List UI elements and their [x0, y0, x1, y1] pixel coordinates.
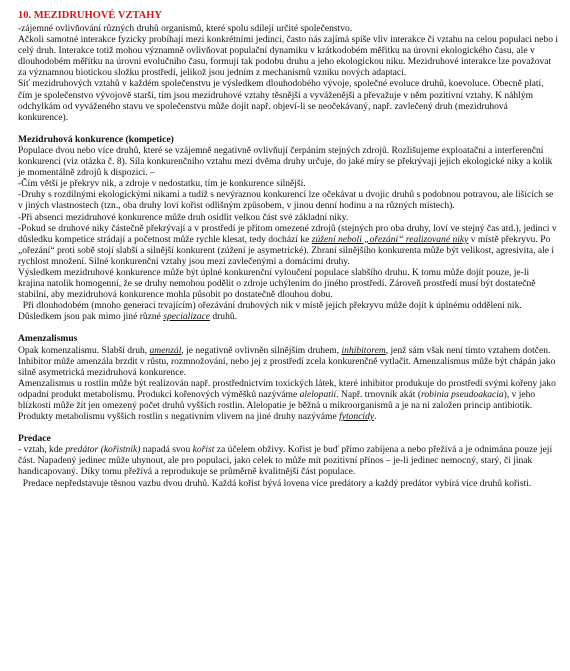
competition-paragraph-separation	[18, 300, 558, 322]
text-run: . Např. trnovník akát (	[336, 388, 422, 400]
text-run: .	[374, 411, 377, 423]
competition-point-partial-overlap	[18, 223, 558, 267]
intro-definition: -zájemné ovlivňování různých druhů organismů, které spolu sdílejí určité společenstvo.	[18, 23, 353, 34]
term-prey: kořist	[192, 444, 215, 456]
competition-point-absence: -Při absenci mezidruhové konkurence může druh osídlit velkou část své základní niky.	[18, 211, 349, 223]
text-run: druhů.	[209, 311, 238, 323]
term-phytoncides: fytoncidy	[339, 411, 375, 423]
competition-point-overlap: -Čím větší je překryv nik, a zdroje v nedostatku, tím je konkurence silnější.	[18, 178, 306, 190]
text-run: Při dlouhodobém (mnoho generací trvajícím) ořezávání druhových nik v místě jejich překryvu může dojít k úplnému oddělení nik. Důsledkem jsou pak mimo jiné různé	[18, 300, 522, 323]
text-run: - vztah, kde	[18, 444, 66, 456]
term-amensal: amenzál	[149, 344, 182, 356]
term-robinia: robinia pseudoakacia	[421, 388, 504, 400]
predation-paragraph-relationship	[18, 478, 558, 489]
competition-point-different-niches: -Druhy s rozdílnými ekologickými nikami a tudíž s nevýraznou konkurencí lze očekávat u dvojic druhů s podobnou potravou, ale lišících se v jiných vlastnostech (tzn., oba druhy loví kořist odlišným způsobem, v jinou denní hodinu a na různých místech).	[18, 189, 554, 212]
section-heading-amensalism: Amenzalismus	[18, 333, 78, 345]
text-run: ), v jeho blízkosti může žít jen omezený počet druhů vyšších rostlin. Alelopatie je běžná u mikroorganismů a je na ní založen princip antibiotik. Produkty metabolismu vyšších rostlin s negativním vlivem na jiné druhy nazýváme	[18, 388, 536, 423]
text-run: , jenž sám však není tímto vztahem dotčen. Inhibitor může amenzála brzdit v růstu, rozmnožování, nebo jej z prostředí zcela konkurenčně vytlačit. Amenzalismus může být chápán jako silně asymetrická mezidruhová konkurence.	[18, 344, 556, 378]
term-specialization: specializace	[163, 311, 210, 323]
amensalism-paragraph-plants	[18, 378, 558, 422]
text-run: Amenzalismus u rostlin může být realizován např. prostřednictvím toxických látek, které inhibitor produkuje do prostředí svými kořeny jako odpadní produkt metabolismu. Produkci kořenových výměšků nazýváme	[18, 377, 556, 400]
section-heading-predation: Predace	[18, 433, 51, 445]
section-heading-competition: Mezidruhová konkurence (kompetice)	[18, 133, 174, 145]
term-inhibitor: inhibitorem	[341, 344, 386, 356]
text-run: Predace nepředstavuje těsnou vazbu dvou druhů. Každá kořist bývá lovena více predátory a každý predátor vybírá více druhů kořisti.	[22, 477, 532, 489]
intro-paragraph-interactions: Ačkoli samotné interakce fyzicky probíhají mezi konkrétními jedinci, často nás zajímá spíše vliv interakce či vztahu na celou populaci nebo i celý druh. Interakce totiž mohou významně ovlivňovat populační dynamiku v krátkodobém měřítku na úrovni ekologického času, ale v dlouhodobém měřítku na úrovni evolučního času, formují tak podobu druhu a jeho ekologickou niku. Mezidruhové interakce lze považovat za významnou biotickou složku prostředí, jelikož jsou jedním z mechanismů vzniku nových adaptací.	[18, 34, 559, 79]
section-spacer	[18, 422, 558, 433]
text-run: za účelem obživy. Kořist je buď přímo zabíjena a nebo přežívá a je odnímána pouze její část. Napadený jedinec může uhynout, ale pro populaci, jako celek to může mít pozitivní přínos – je-li jedinec nemocný, starý, či jinak handicapovaný. Díky tomu přežívá a reprodukuje se průměrně kvalitnější část populace.	[18, 444, 553, 478]
predation-paragraph-definition	[18, 444, 558, 477]
competition-paragraph-definition: Populace dvou nebo více druhů, které se vzájemně negativně ovlivňují čerpáním stejných zdrojů. Rozlišujeme exploatační a interferenční konkurenci (viz otázka č. 8). Síla konkurenčního vztahu mezi dvěma druhy určuje, do jaké míry se překrývají jejich ekologické niky a kolik je momentálně zdrojů k dispozici. –	[18, 144, 553, 179]
section-spacer	[18, 123, 558, 134]
term-niche-narrowing: zúžení neboli „ořezání“ realizované niky	[311, 233, 469, 245]
section-spacer	[18, 322, 558, 333]
competition-paragraph-exclusion: Výsledkem mezidruhové konkurence může být úplné konkurenční vyloučení populace slabšího druhu. K tomu může dojít pouze, je-li krajina natolik homogenní, že se druhy nemohou podělit o zdroje uchýlením do jiného prostředí. Zároveň prostředí musí být dostatečně stabilní, aby mezidruhová konkurence mohla působit po dostatečně dlouhou dobu.	[18, 266, 536, 301]
document-title: 10. MEZIDRUHOVÉ VZTAHY	[18, 10, 163, 21]
amensalism-paragraph-definition	[18, 345, 558, 378]
term-allelopathy: alelopatií	[299, 388, 337, 400]
intro-paragraph-coevolution: Síť mezidruhových vztahů v každém společenstvu je výsledkem dlouhodobého vývoje, společné evoluce druhů, koevoluce. Obecně platí, čím je společenstvo vývojově starší, tím jsou mezidruhové vztahy těsnější a vyváženější a převažuje v něm pozitivní vztahy. K náhlým odchylkám od vyváženého stavu ve společenstvu může dojít např. objeví-li se neočekávaný, např. zavlečený druh (mezidruhová konkurence).	[18, 78, 544, 123]
term-predator: predátor (kořistník)	[65, 444, 141, 456]
text-run: , je negativně ovlivněn silnějším druhem,	[181, 344, 342, 356]
text-run: Opak komenzalismu. Slabší druh,	[18, 344, 150, 356]
text-run: -Pokud se druhové niky částečně překrývají a v prostředí je přitom omezené zdrojů (stejných pro oba druhy, loví ve stejný čas atd.), jedinci v důsledku kompetice strádají a početnost může rychle klesat, tedy dochází ke	[18, 222, 557, 245]
text-run: v místě překryvu. Po „ořezání“ proti sobě stojí slabší a silnější konkurent (zúžení je asymetrické). Zbraní silnějšího konkurenta může být velikost, agresivita, ale i rychlost množení. Silné konkurenční vztahy jsou mezi zavlečenými a domácími druhy.	[18, 233, 555, 267]
text-run: napadá svou	[140, 444, 193, 456]
